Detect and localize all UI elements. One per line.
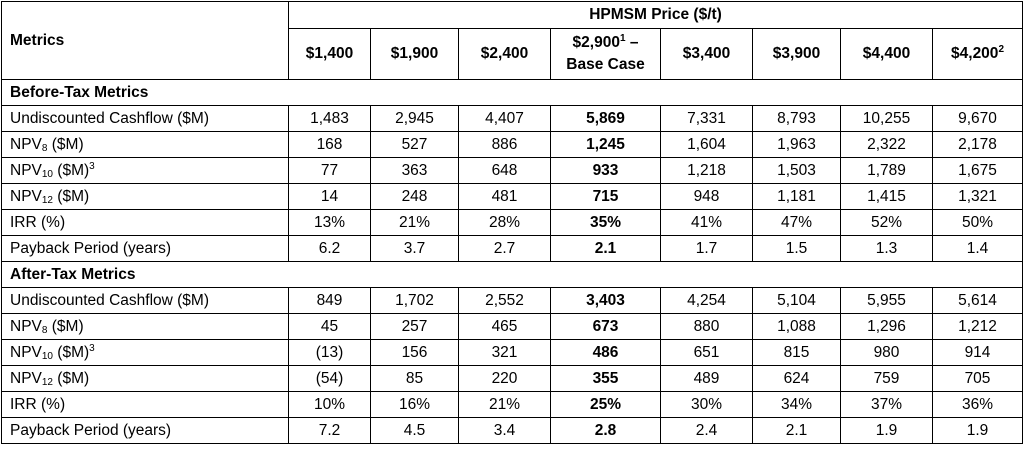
value-cell: 1.9 [933,418,1023,444]
metric-label-text: NPV [10,135,42,153]
base-case-cell: 35% [551,210,661,236]
discount-rate-subscript: 10 [41,350,53,362]
value-cell: 7,331 [661,106,753,132]
value-cell: 34% [753,392,841,418]
metric-label-text: IRR (%) [10,395,66,413]
value-cell: 465 [459,314,551,340]
metric-label-unit: ($M) [53,343,90,361]
value-cell: 759 [841,366,933,392]
header-row-price [2,2,1023,29]
base-case-cell: 2.8 [551,418,661,444]
table-row [2,106,1023,132]
base-case-cell: 486 [551,340,661,366]
metric-label [2,158,289,184]
value-cell: 2,322 [841,132,933,158]
value-cell: (54) [289,366,371,392]
metric-label-text: NPV [10,369,42,387]
value-cell: 527 [371,132,459,158]
metric-label-unit: ($M) [47,317,84,335]
table-row [2,158,1023,184]
value-cell: 1,503 [753,158,841,184]
value-cell: 9,670 [933,106,1023,132]
value-cell: 5,614 [933,288,1023,314]
base-case-cell: 1,245 [551,132,661,158]
value-cell: 36% [933,392,1023,418]
value-cell: 2,552 [459,288,551,314]
footnote-marker: 1 [619,33,626,44]
price-column-header [371,29,459,80]
value-cell: 220 [459,366,551,392]
price-column-header [933,29,1023,80]
metric-label [2,106,289,132]
value-cell: 2.4 [661,418,753,444]
metric-label-unit: ($M) [53,161,90,179]
section-header-row [2,262,1023,288]
price-column-header [551,29,661,80]
value-cell: (13) [289,340,371,366]
value-cell: 2.7 [459,236,551,262]
value-cell: 914 [933,340,1023,366]
metric-label-text: NPV [10,161,42,179]
table-row [2,132,1023,158]
metric-label-unit: ($M) [47,135,84,153]
metric-label-text: Undiscounted Cashflow ($M) [10,109,210,127]
value-cell: 8,793 [753,106,841,132]
value-cell: 1,483 [289,106,371,132]
value-cell: 849 [289,288,371,314]
price-column-header [289,29,371,80]
value-cell: 1,321 [933,184,1023,210]
discount-rate-subscript: 12 [41,194,53,206]
value-cell: 1,181 [753,184,841,210]
metric-label-text: Undiscounted Cashflow ($M) [10,291,210,309]
price-column-header [841,29,933,80]
value-cell: 481 [459,184,551,210]
value-cell: 489 [661,366,753,392]
footnote-marker: 3 [89,342,95,354]
value-cell: 1,604 [661,132,753,158]
value-cell: 815 [753,340,841,366]
value-cell: 1,702 [371,288,459,314]
value-cell: 47% [753,210,841,236]
value-cell: 1,296 [841,314,933,340]
value-cell: 21% [371,210,459,236]
value-cell: 1.7 [661,236,753,262]
base-case-cell: 355 [551,366,661,392]
value-cell: 651 [661,340,753,366]
value-cell: 886 [459,132,551,158]
metric-label [2,366,289,392]
value-cell: 1,218 [661,158,753,184]
table-row [2,288,1023,314]
value-cell: 1,963 [753,132,841,158]
value-cell: 45 [289,314,371,340]
value-cell: 1,675 [933,158,1023,184]
value-cell: 5,955 [841,288,933,314]
value-cell: 10,255 [841,106,933,132]
section-header-row [2,80,1023,106]
metric-label [2,288,289,314]
price-column-header [661,29,753,80]
price-column-header [459,29,551,80]
footnote-marker: 2 [998,44,1004,55]
value-cell: 257 [371,314,459,340]
value-cell: 948 [661,184,753,210]
metric-label-text: NPV [10,343,42,361]
value-cell: 41% [661,210,753,236]
price-column-label: $3,900 [772,45,821,62]
value-cell: 2,178 [933,132,1023,158]
price-column-header [753,29,841,80]
discount-rate-subscript: 10 [41,168,53,180]
value-cell: 1.5 [753,236,841,262]
discount-rate-subscript: 8 [41,324,48,336]
price-column-label: $1,400 [305,45,354,62]
metric-label [2,314,289,340]
footnote-marker: 3 [89,160,95,172]
metric-label-text: Payback Period (years) [10,239,172,257]
base-case-cell: 5,869 [551,106,661,132]
value-cell: 77 [289,158,371,184]
value-cell: 168 [289,132,371,158]
value-cell: 648 [459,158,551,184]
base-case-cell: 715 [551,184,661,210]
value-cell: 705 [933,366,1023,392]
metric-label-unit: ($M) [53,187,90,205]
value-cell: 4,254 [661,288,753,314]
value-cell: 14 [289,184,371,210]
value-cell: 21% [459,392,551,418]
value-cell: 1.4 [933,236,1023,262]
value-cell: 248 [371,184,459,210]
section-title: After-Tax Metrics [2,262,1023,288]
value-cell: 50% [933,210,1023,236]
metric-label [2,184,289,210]
price-column-label: $3,400 [682,45,731,62]
price-column-label: $4,400 [862,45,911,62]
table-body [2,80,1023,444]
sensitivity-table [1,1,1023,444]
value-cell: 156 [371,340,459,366]
metric-label [2,236,289,262]
value-cell: 980 [841,340,933,366]
value-cell: 321 [459,340,551,366]
value-cell: 1,789 [841,158,933,184]
table-row [2,210,1023,236]
price-column-label: $1,900 [390,45,439,62]
value-cell: 4,407 [459,106,551,132]
section-title: Before-Tax Metrics [2,80,1023,106]
price-column-label: $2,900 [572,34,620,51]
value-cell: 880 [661,314,753,340]
base-case-cell: 3,403 [551,288,661,314]
value-cell: 2,945 [371,106,459,132]
base-case-cell: 25% [551,392,661,418]
metric-label [2,392,289,418]
metric-label [2,132,289,158]
metrics-header: Metrics [2,2,289,80]
value-cell: 16% [371,392,459,418]
value-cell: 1,088 [753,314,841,340]
price-column-suffix: – [625,34,639,51]
value-cell: 37% [841,392,933,418]
value-cell: 4.5 [371,418,459,444]
metric-label-text: Payback Period (years) [10,421,172,439]
metric-label-text: IRR (%) [10,213,66,231]
metric-label-unit: ($M) [53,369,90,387]
price-column-sublabel: Base Case [566,56,645,73]
value-cell: 13% [289,210,371,236]
price-column-label: $2,400 [480,45,529,62]
value-cell: 6.2 [289,236,371,262]
value-cell: 1,212 [933,314,1023,340]
value-cell: 28% [459,210,551,236]
value-cell: 10% [289,392,371,418]
metric-label [2,210,289,236]
table-row [2,314,1023,340]
value-cell: 30% [661,392,753,418]
price-header: HPMSM Price ($/t) [289,2,1023,29]
discount-rate-subscript: 8 [41,142,48,154]
table-row [2,184,1023,210]
value-cell: 5,104 [753,288,841,314]
table-row [2,236,1023,262]
table-row [2,392,1023,418]
discount-rate-subscript: 12 [41,376,53,388]
metric-label-text: NPV [10,317,42,335]
metric-label [2,418,289,444]
value-cell: 1,415 [841,184,933,210]
table-row [2,366,1023,392]
value-cell: 3.7 [371,236,459,262]
value-cell: 52% [841,210,933,236]
value-cell: 2.1 [753,418,841,444]
table-row [2,340,1023,366]
value-cell: 3.4 [459,418,551,444]
value-cell: 85 [371,366,459,392]
value-cell: 363 [371,158,459,184]
value-cell: 624 [753,366,841,392]
value-cell: 1.3 [841,236,933,262]
base-case-cell: 933 [551,158,661,184]
base-case-cell: 673 [551,314,661,340]
base-case-cell: 2.1 [551,236,661,262]
price-column-label: $4,200 [951,45,999,62]
table-row [2,418,1023,444]
value-cell: 1.9 [841,418,933,444]
metric-label [2,340,289,366]
value-cell: 7.2 [289,418,371,444]
metric-label-text: NPV [10,187,42,205]
